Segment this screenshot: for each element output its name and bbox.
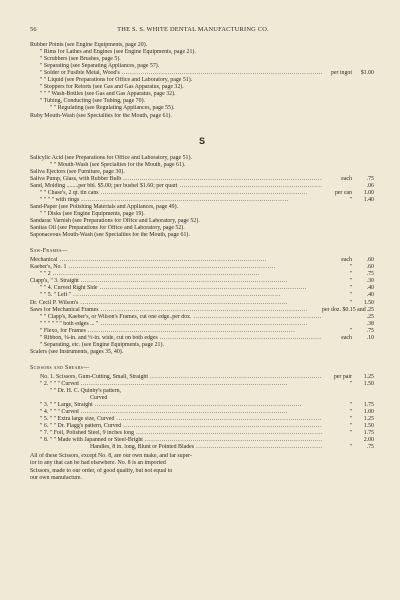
catalog-entry: " Stoppers for Retorts (see Gas and Gas Apparatus, page 32). (40, 84, 184, 91)
catalog-entry: " Separating, etc. (see Engine Equipments, page 21). (40, 341, 164, 348)
entry-unit: " (349, 271, 352, 278)
catalog-entry (30, 335, 374, 342)
catalog-entry (30, 388, 374, 395)
catalog-entry (30, 381, 374, 388)
entry-text: " Flexo, for Frames ..... (30, 328, 322, 335)
catalog-entry (30, 444, 374, 451)
catalog-entry (30, 271, 374, 278)
catalog-entry: " Tubing, Conducting (see Tubing, page 70). (40, 98, 146, 105)
entry-price: .75 (366, 327, 374, 334)
entry-text: " 6. " " Dr. Flagg's pattern, Curved ..... (30, 423, 322, 430)
entry-unit: " (349, 444, 352, 451)
entry-unit: " (349, 409, 352, 416)
catalog-entry (30, 264, 374, 271)
entry-unit: " (349, 430, 352, 437)
catalog-entry: Sand-Paper (see Polishing Materials and Appliances, page 49). (30, 203, 179, 210)
entry-text: " " Chase's, 2 qt. tin cans ..... (30, 190, 322, 197)
entry-price: 1.50 (363, 423, 374, 430)
section-letter-s: S (198, 135, 205, 146)
entry-text: Saws for Mechanical Frames ..... (30, 307, 322, 314)
entry-unit: " (349, 264, 352, 271)
saw-frames-heading: Saw-Frames— (30, 248, 68, 255)
entry-unit: per pair (333, 373, 352, 380)
catalog-entry: Sanitas Oil (see Preparations for Office and Laboratory, page 52). (30, 225, 185, 232)
catalog-entry: " " Liquid (see Preparations for Office and Laboratory, page 51). (40, 77, 193, 84)
entry-text: Dr. Cecil P. Wilson's ..... (30, 300, 322, 307)
catalog-entry (30, 328, 374, 335)
catalog-entry: " Scrubbers (see Brushes, page 5). (40, 56, 121, 63)
entry-text: " " " " " " both edges ... " ..... (30, 321, 322, 328)
catalog-entry (30, 374, 374, 381)
page-title: THE S. S. WHITE DENTAL MANUFACTURING CO. (117, 26, 269, 33)
entry-text: " " 5. " Left " ..... (30, 292, 322, 299)
catalog-entry: Salicylic Acid (see Preparations for Office and Laboratory, page 51). (30, 154, 192, 161)
entry-price: 1.50 (363, 299, 374, 306)
entry-text: Curved (90, 395, 108, 402)
entry-price: .40 (366, 292, 374, 299)
entry-text: Saliva Pump, Glass, with Rubber Bulb ..... (30, 176, 322, 183)
entry-price: 1.00 (363, 409, 374, 416)
entry-text: " " 2 ..... (30, 271, 322, 278)
entry-unit: per can (334, 189, 352, 196)
entry-price: 1.75 (363, 402, 374, 409)
entry-text: Mechanical ..... (30, 257, 322, 264)
entry-unit: " (349, 327, 352, 334)
catalog-entry (30, 314, 374, 321)
entry-price: .75 (366, 175, 374, 182)
entry-text: " " Clapp's, Kaeber's, or Wilson's Frames, cut one edge..per doz. ..... (30, 314, 322, 321)
catalog-entry: " " " Wash-Bottles (see Gas and Gas Apparatus, page 32). (40, 91, 176, 98)
catalog-entry (30, 70, 374, 77)
entry-unit: each (341, 257, 352, 264)
entry-unit: each (341, 175, 352, 182)
catalog-entry (30, 190, 374, 197)
entry-price: .75 (366, 271, 374, 278)
catalog-entry: Saponaceous Mouth-Wash (see Specialties for the Mouth, page 61). (30, 232, 190, 239)
catalog-entry (30, 430, 374, 437)
entry-text: " 7. " Foil, Polished Steel, 9 inches long ..... (30, 430, 322, 437)
entry-text: " " 4. Curved Right Side ..... (30, 285, 322, 292)
catalog-entry: Saliva Ejectors (see Furniture, page 30). (30, 168, 125, 175)
catalog-entry: Rubber Points (see Engine Equipments, page 20). (30, 42, 148, 49)
catalog-entry (30, 257, 374, 264)
entry-text: Kaeber's, No. 1 ..... (30, 264, 322, 271)
scissors-heading: Scissors and Shears— (30, 364, 90, 371)
catalog-entry: " " Regulating (see Regulating Appliances, page 55). (50, 105, 175, 112)
entry-price: .30 (366, 278, 374, 285)
entry-unit: " (349, 402, 352, 409)
entry-text: No. 1. Scissors, Gum-Cutting, Small, Straight ..... (30, 374, 322, 381)
catalog-entry (30, 300, 374, 307)
entry-price: 1.40 (363, 196, 374, 203)
entry-price: 1.00 (363, 189, 374, 196)
entry-text: " 2. " " " Curved ..... (30, 381, 322, 388)
page-number: 56 (30, 26, 37, 33)
entry-price: .60 (366, 257, 374, 264)
entry-unit: per doz. $0.15 and (322, 306, 366, 313)
catalog-entry: Ruby Mouth-Wash (see Specialties for the Mouth, page 61). (30, 112, 172, 119)
entry-unit: " (349, 423, 352, 430)
entry-text: " 4. " " " Curved ..... (30, 409, 322, 416)
entry-price: .40 (366, 285, 374, 292)
entry-unit: " (349, 196, 352, 203)
footnote-line: Scissors, made to our order, of good quality, but not equal to (30, 467, 173, 474)
entry-unit: " (349, 278, 352, 285)
catalog-entry: " Separating (see Separating Appliances, page 57). (40, 63, 160, 70)
entry-unit: " (349, 416, 352, 423)
entry-text: Clapp's, " 3. Straight ..... (30, 278, 322, 285)
entry-price: .60 (366, 264, 374, 271)
entry-unit: " (349, 380, 352, 387)
footnote (30, 453, 374, 481)
catalog-entry (30, 278, 374, 285)
entry-price: 1.50 (363, 380, 374, 387)
catalog-entry: " Rims for Lathes and Engines (see Engine Equipments, page 21). (40, 49, 196, 56)
catalog-entry (30, 423, 374, 430)
entry-text: " " Dr. H. C. Quinby's pattern, (50, 388, 121, 395)
entry-unit: " (349, 299, 352, 306)
entry-price: .06 (366, 182, 374, 189)
catalog-entry (30, 416, 374, 423)
catalog-entry: Scalers (see Instruments, pages 35, 40). (30, 348, 124, 355)
page-header (30, 26, 374, 33)
saw-section (30, 257, 374, 356)
entry-text: " Ribbon, ⅜-in. and ½-in. wide, cut on both edges ..... (30, 335, 322, 342)
entry-text: " Solder or Fusible Metal, Wood's ..... (30, 70, 322, 77)
catalog-entry: " " Mouth-Wash (see Specialties for the Mouth, page 61). (50, 161, 186, 168)
catalog-entry (30, 437, 374, 444)
catalog-entry (30, 292, 374, 299)
catalog-entry: Sandarac Varnish (see Preparations for Office and Laboratory, page 52). (30, 218, 200, 225)
catalog-entry (30, 409, 374, 416)
entry-price: .10 (366, 334, 374, 341)
entry-text: " " " " with rings ..... (30, 197, 322, 204)
entry-price: 1.75 (363, 430, 374, 437)
entry-unit: " (349, 292, 352, 299)
catalog-entry (30, 285, 374, 292)
entry-price: $1.00 (360, 70, 374, 77)
entry-price: .25 (366, 313, 374, 320)
catalog-entry (30, 402, 374, 409)
scissors-section (30, 374, 374, 452)
entry-text: " 3. " " Large, Straight ..... (30, 402, 322, 409)
entry-price: 2.00 (363, 437, 374, 444)
entry-text: " 8. " " Made with Japanned or Steel-Bright ..... (30, 437, 322, 444)
catalog-entry (30, 176, 374, 183)
r-section (30, 42, 374, 120)
footnote-line: ior to any that can be had elsewhere. No. 8 is an imported (30, 460, 166, 467)
entry-text: " 5. " " Extra large size, Curved ..... (30, 416, 322, 423)
entry-price: .38 (366, 320, 374, 327)
entry-price: .25 (366, 306, 374, 313)
catalog-entry (30, 307, 374, 314)
catalog-entry (30, 197, 374, 204)
entry-text: Handles, 8 in. long, Blunt or Pointed Blades ..... (30, 444, 322, 451)
entry-unit: per ingot (330, 70, 352, 77)
s-section (30, 155, 374, 240)
entry-unit: " (349, 285, 352, 292)
footnote-line: All of these Scissors, except No. 8, are our own make, and far super- (30, 453, 192, 460)
catalog-entry (30, 395, 374, 402)
catalog-entry (30, 183, 374, 190)
entry-price: 1.25 (363, 416, 374, 423)
footnote-line: our own manufacture. (30, 474, 82, 481)
entry-price: .75 (366, 444, 374, 451)
entry-text: Sand, Molding ........per bbl. $5.00; per bushel $1.60; per quart ..... (30, 183, 322, 190)
catalog-entry (30, 321, 374, 328)
entry-price: 1.25 (363, 373, 374, 380)
entry-unit: each (341, 334, 352, 341)
catalog-entry: " " Disks (see Engine Equipments, page 19). (40, 210, 145, 217)
